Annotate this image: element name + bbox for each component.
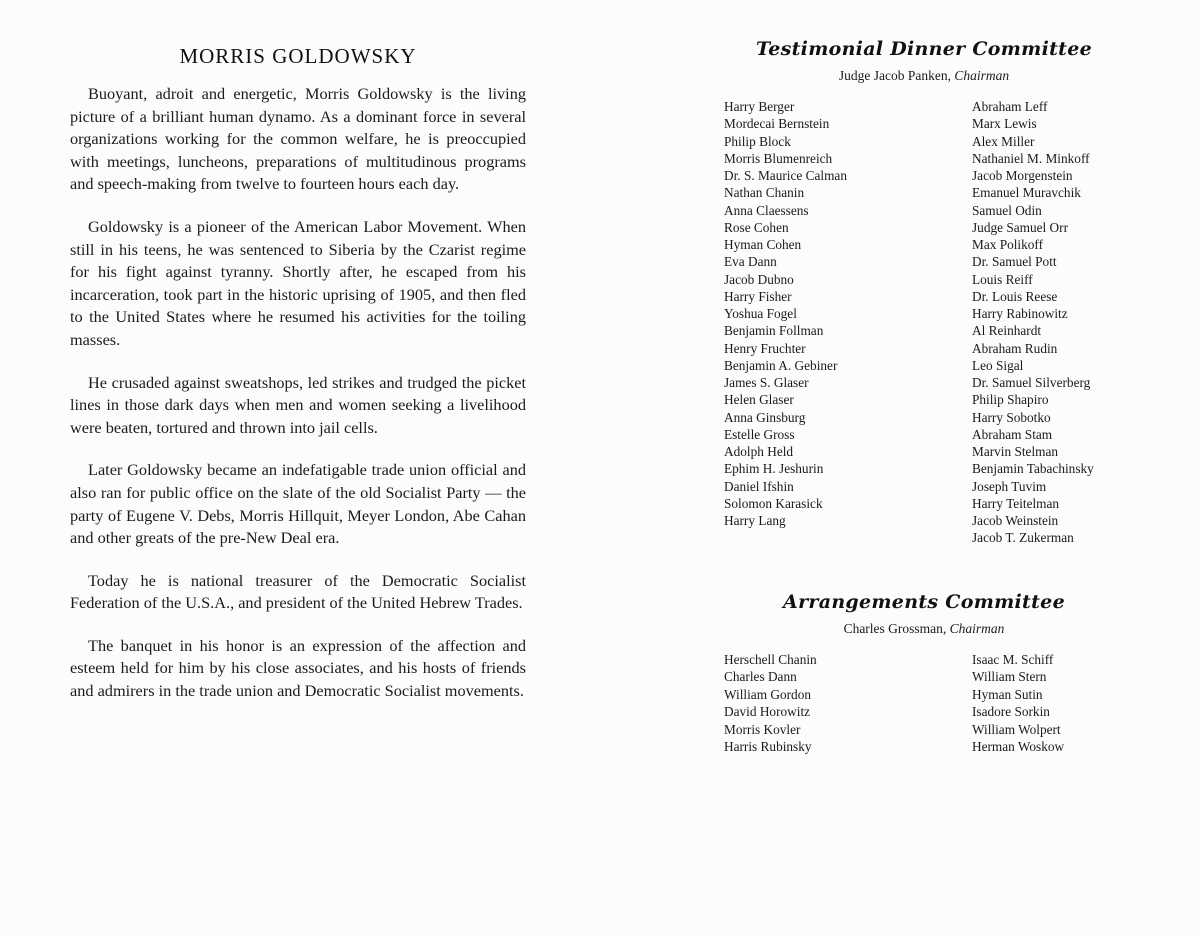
committee-member-name: Herschell Chanin xyxy=(724,652,817,667)
committee-member-name: Harry Berger xyxy=(724,99,795,114)
committee-member-name: Joseph Tuvim xyxy=(972,478,1047,494)
testimonial-committee xyxy=(724,38,1124,547)
committee-member-name: Isaac M. Schiff xyxy=(972,652,1054,667)
committee-member-name: William Stern xyxy=(972,669,1047,685)
committee-member-name: Charles Dann xyxy=(724,669,797,685)
committee-member-name: Harris Rubinsky xyxy=(724,739,812,755)
testimonial-chairman-role: Chairman xyxy=(954,68,1010,83)
committee-member-name: Harry Sobotko xyxy=(972,409,1051,425)
arrangements-chairman-role: Chairman xyxy=(949,621,1005,636)
committee-member-name: Benjamin A. Gebiner xyxy=(724,357,838,373)
committee-member-name: Jacob Morgenstein xyxy=(972,168,1073,183)
biography-title: MORRIS GOLDOWSKY xyxy=(179,44,417,68)
biography-paragraph: The banquet in his honor is an expression of the affection and esteem held for him by his close associates, and his hosts of friends and admirers in the trade union and Democratic Socialist movements. xyxy=(70,635,526,701)
committee-member-name: Harry Fisher xyxy=(724,288,792,304)
committee-member-name: Anna Claessens xyxy=(724,202,809,218)
committee-member-name: Morris Kovler xyxy=(724,721,801,737)
committee-member-name: Eva Dann xyxy=(724,254,777,270)
biography-paragraph: Today he is national treasurer of the Democratic Socialist Federation of the U.S.A., and president of the United Hebrew Trades. xyxy=(70,570,526,613)
committee-member-name: Morris Blumenreich xyxy=(724,150,833,166)
committee-member-name: Mordecai Bernstein xyxy=(724,116,830,132)
committee-member-name: Jacob Weinstein xyxy=(972,513,1059,528)
committee-member-name: Isadore Sorkin xyxy=(972,704,1050,720)
committee-member-name: Anna Ginsburg xyxy=(724,409,806,425)
committee-member-name: Max Polikoff xyxy=(972,237,1044,252)
committee-member-name: Philip Block xyxy=(724,133,791,149)
committee-member-name: Louis Reiff xyxy=(972,271,1033,287)
committee-member-name: Abraham Rudin xyxy=(972,340,1058,356)
arrangements-committee-title: Arrangements Committee xyxy=(783,591,1065,613)
testimonial-members-column-2 xyxy=(972,98,1124,547)
committee-member-name: Marvin Stelman xyxy=(972,444,1059,459)
committee-member-name: Nathaniel M. Minkoff xyxy=(972,150,1090,166)
committee-member-name: Hyman Cohen xyxy=(724,237,802,252)
committee-member-name: Harry Teitelman xyxy=(972,495,1060,511)
arrangements-committee xyxy=(724,591,1124,755)
testimonial-committee-title: Testimonial Dinner Committee xyxy=(755,38,1093,60)
committee-member-name: Hyman Sutin xyxy=(972,686,1043,702)
committee-member-name: Harry Lang xyxy=(724,513,786,528)
testimonial-members-column-1 xyxy=(724,98,972,547)
committee-member-name: Leo Sigal xyxy=(972,357,1024,373)
committee-member-name: Henry Fruchter xyxy=(724,340,806,356)
arrangements-member-list xyxy=(724,651,1124,755)
committee-member-name: Benjamin Follman xyxy=(724,323,824,339)
committee-member-name: David Horowitz xyxy=(724,704,811,720)
biography-column xyxy=(70,44,526,723)
committee-member-name: Philip Shapiro xyxy=(972,392,1049,408)
biography-paragraph: Buoyant, adroit and energetic, Morris Goldowsky is the living picture of a brilliant human dynamo. As a dominant force in several organizations working for the common welfare, he is preoccupied with meetings, luncheons, preparations of multitudinous programs and speech-making from twelve to fourteen hours each day. xyxy=(70,84,526,194)
arrangements-members-column-2 xyxy=(972,651,1124,755)
committee-member-name: Ephim H. Jeshurin xyxy=(724,461,824,477)
committee-member-name: William Wolpert xyxy=(972,721,1061,737)
biography-paragraph: He crusaded against sweatshops, led strikes and trudged the picket lines in those dark days when men and women seeking a livelihood were beaten, tortured and thrown into jail cells. xyxy=(70,372,526,437)
committee-member-name: Abraham Stam xyxy=(972,426,1053,442)
committee-member-name: Marx Lewis xyxy=(972,116,1037,132)
committee-member-name: Benjamin Tabachinsky xyxy=(972,461,1094,477)
testimonial-member-list xyxy=(724,98,1124,547)
committee-member-name: Estelle Gross xyxy=(724,426,795,442)
committee-member-name: Rose Cohen xyxy=(724,219,789,235)
arrangements-members-column-1 xyxy=(724,651,972,755)
committee-member-name: Abraham Leff xyxy=(972,99,1048,114)
committee-member-name: William Gordon xyxy=(724,686,811,702)
committee-member-name: Dr. Louis Reese xyxy=(972,288,1058,304)
biography-paragraph: Goldowsky is a pioneer of the American Labor Movement. When still in his teens, he was sentenced to Siberia by the Czarist regime for his fight against tyranny. Shortly after, he escaped from his incarceration, took part in the historic uprising of 1905, and then fled to the United States where he resumed his activities for the toiling masses. xyxy=(70,216,526,349)
committee-member-name: Daniel Ifshin xyxy=(724,478,794,494)
committee-member-name: Emanuel Muravchik xyxy=(972,185,1081,201)
committee-member-name: Samuel Odin xyxy=(972,202,1042,218)
committee-member-name: Herman Woskow xyxy=(972,739,1065,755)
arrangements-chairman xyxy=(724,621,1124,637)
testimonial-chairman-name: Judge Jacob Panken, xyxy=(838,68,951,83)
committee-member-name: Helen Glaser xyxy=(724,392,794,408)
committee-member-name: Adolph Held xyxy=(724,444,794,459)
committee-member-name: Nathan Chanin xyxy=(724,185,805,201)
committee-member-name: James S. Glaser xyxy=(724,375,809,390)
committee-member-name: Judge Samuel Orr xyxy=(972,219,1069,235)
committee-member-name: Solomon Karasick xyxy=(724,495,823,511)
committee-member-name: Dr. Samuel Silverberg xyxy=(972,375,1091,390)
committee-member-name: Dr. S. Maurice Calman xyxy=(724,168,847,183)
committee-member-name: Harry Rabinowitz xyxy=(972,306,1068,321)
committee-member-name: Yoshua Fogel xyxy=(724,306,797,321)
committee-member-name: Jacob Dubno xyxy=(724,271,794,287)
testimonial-chairman xyxy=(724,68,1124,84)
committee-member-name: Dr. Samuel Pott xyxy=(972,254,1057,270)
arrangements-chairman-name: Charles Grossman, xyxy=(843,621,947,636)
committee-member-name: Alex Miller xyxy=(972,133,1035,149)
biography-paragraph: Later Goldowsky became an indefatigable trade union official and also ran for public office on the slate of the old Socialist Party — the party of Eugene V. Debs, Morris Hillquit, Meyer London, Abe Cahan and other greats of the pre-New Deal era. xyxy=(70,460,526,548)
committee-member-name: Al Reinhardt xyxy=(972,323,1042,339)
committee-member-name: Jacob T. Zukerman xyxy=(972,530,1074,546)
